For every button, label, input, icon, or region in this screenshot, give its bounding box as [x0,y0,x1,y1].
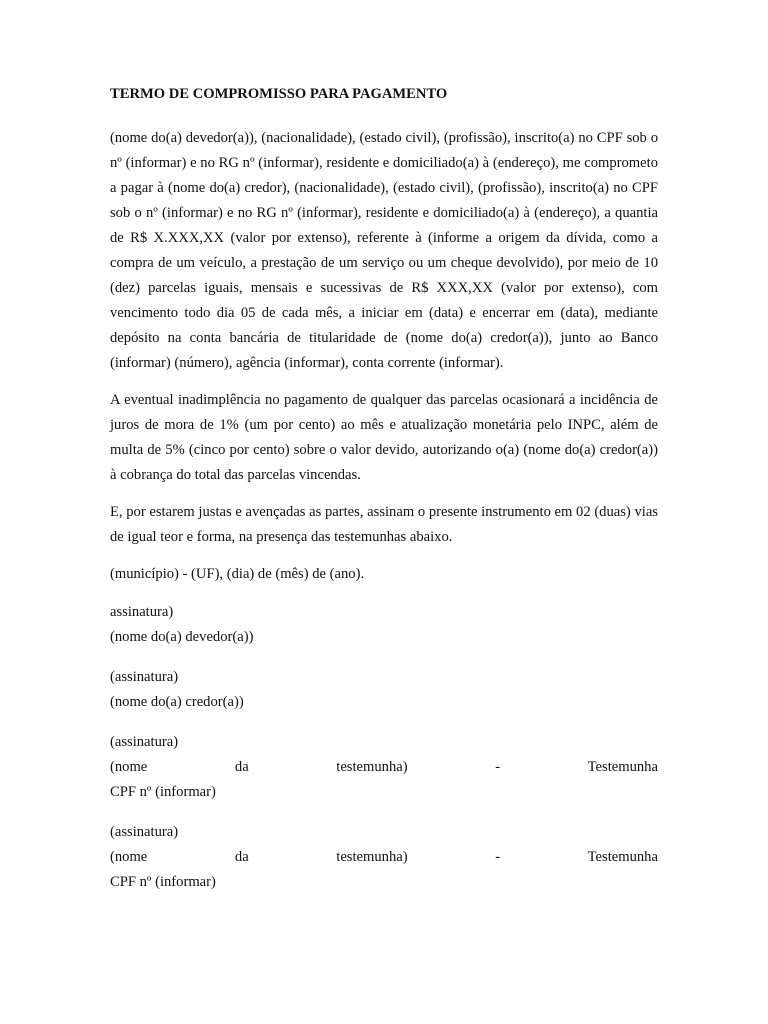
witness-word: da [234,759,249,775]
witness-name-line [110,845,658,870]
signature-label: (assinatura) [110,824,179,840]
signature-creditor [110,665,658,715]
signature-label: (assinatura) [110,669,179,685]
witness-cpf: CPF nº (informar) [110,784,216,800]
signature-witness-2 [110,820,658,895]
witness-word: - [495,759,501,775]
signer-name: (nome do(a) credor(a)) [110,694,244,710]
witness-word: testemunha) [336,849,408,865]
document-title: TERMO DE COMPROMISSO PARA PAGAMENTO [110,86,448,102]
signer-name: (nome do(a) devedor(a)) [110,629,254,645]
paragraph-closing: E, por estarem justas e avençadas as partes, assinam o presente instrumento em 02 (duas) vias de igual teor e forma, na presença das testemunhas abaixo. [110,504,658,545]
witness-word: da [234,849,249,865]
witness-word: Testemunha [587,849,658,865]
paragraph-parties: (nome do(a) devedor(a)), (nacionalidade), (estado civil), (profissão), inscrito(a) no CPF sob o nº (informar) e no RG nº (informar), residente e domiciliado(a) à (endereço), me comprometo a pagar à (nome do(a) credor), (nacionalidade), (estado civil), (profissão), inscrito(a) no CPF sob o nº (informar) e no RG nº (informar), residente e domiciliado(a) à (endereço), a quantia de R$ X.XXX,XX (valor por extenso), referente à (informe a origem da dívida, como a compra de um veículo, a prestação de um serviço ou um cheque devolvido), por meio de 10 (dez) parcelas iguais, mensais e sucessivas de R$ XXX,XX (valor por extenso), com vencimento todo dia 05 de cada mês, a iniciar em (data) e encerrar em (data), mediante depósito na conta bancária de titularidade de (nome do(a) credor(a)), junto ao Banco (informar) (número), agência (informar), conta corrente (informar). [110,130,658,371]
witness-cpf: CPF nº (informar) [110,874,216,890]
signature-witness-1 [110,730,658,805]
place-date-line: (município) - (UF), (dia) de (mês) de (ano). [110,566,365,582]
signature-debtor [110,600,658,650]
witness-word: testemunha) [336,759,408,775]
signature-label: assinatura) [110,604,174,620]
witness-name-line [110,755,658,780]
signature-label: (assinatura) [110,734,179,750]
witness-word: - [495,849,501,865]
paragraph-default-clause: A eventual inadimplência no pagamento de qualquer das parcelas ocasionará a incidência de juros de mora de 1% (um por cento) ao mês e atualização monetária pelo INPC, além de multa de 5% (cinco por cento) sobre o valor devido, autorizando o(a) (nome do(a) credor(a)) à cobrança do total das parcelas vincendas. [110,392,658,483]
witness-word: (nome [110,759,148,775]
witness-word: Testemunha [587,759,658,775]
document-page [110,84,658,910]
witness-word: (nome [110,849,148,865]
